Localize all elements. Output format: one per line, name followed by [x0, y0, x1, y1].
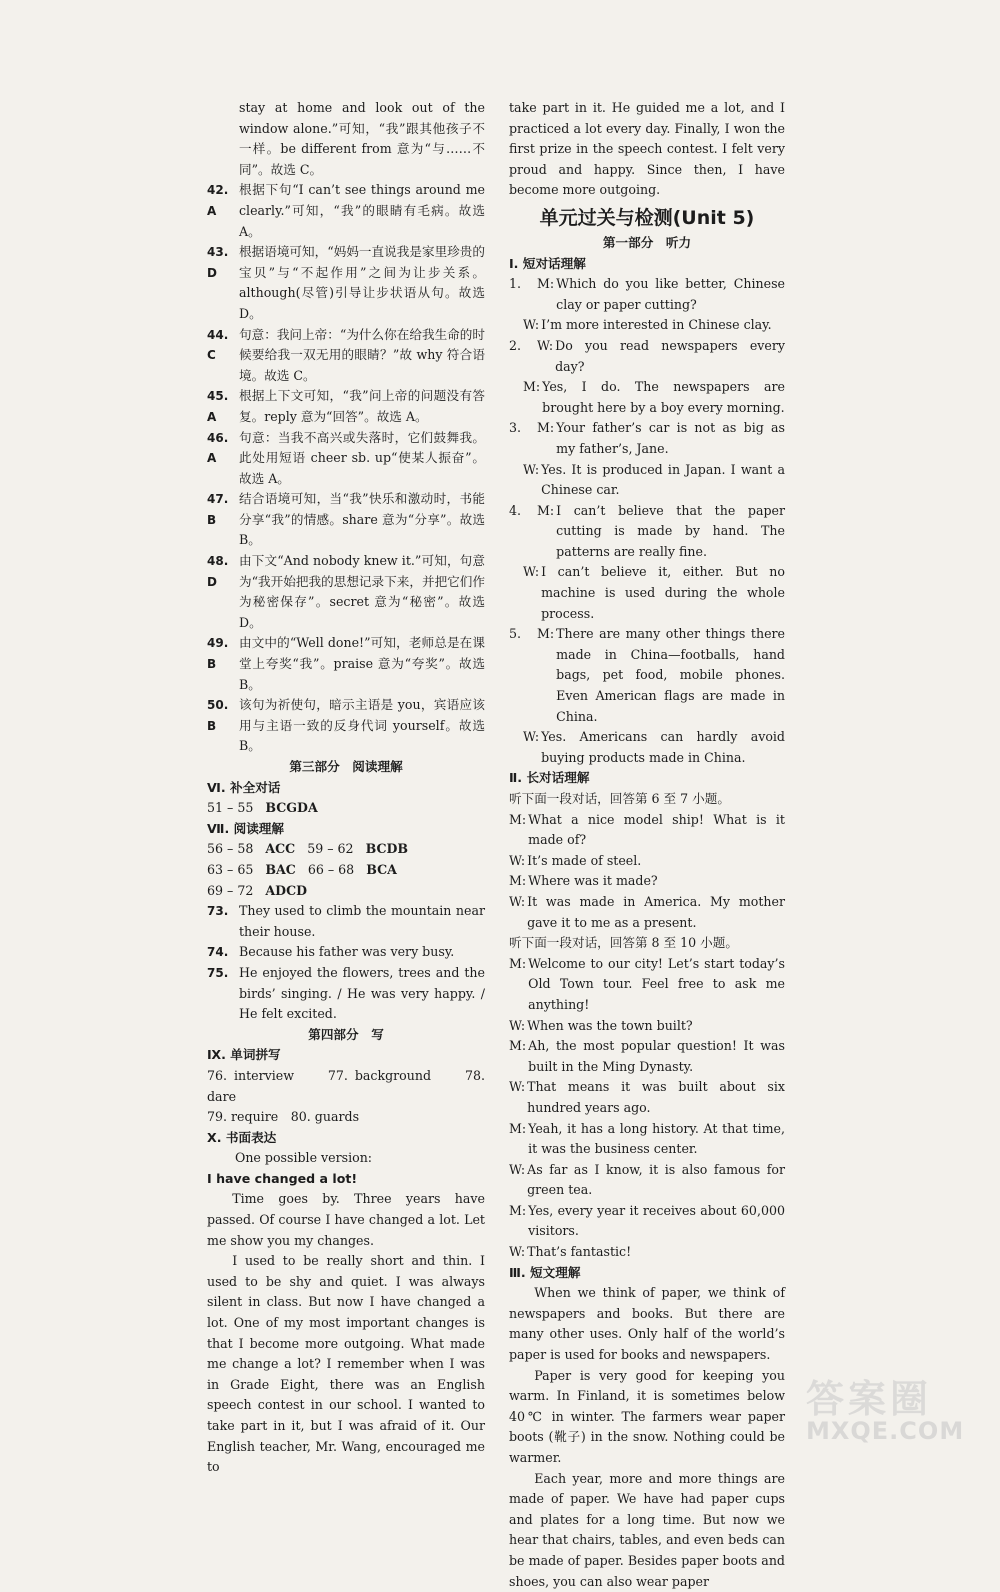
speaker: W: — [523, 564, 540, 580]
section-6-heading: Ⅵ. 补全对话 — [207, 779, 281, 795]
dialog-text: It was made in America. My mother gave it to me as a present. — [527, 893, 785, 930]
dialog-line — [509, 624, 785, 727]
dialog-text: Yeah, it has a long history. At that time, it was the business center. — [528, 1120, 785, 1157]
dialog-text: Yes. It is produced in Japan. I want a Chinese car. — [541, 461, 785, 498]
speaker: M: — [537, 420, 555, 436]
dialog-line — [509, 954, 785, 1016]
speaker: W: — [509, 1161, 526, 1177]
speaker: M: — [537, 276, 555, 292]
dialog-text: Yes, every year it receives about 60,000 visitors. — [528, 1202, 785, 1239]
item-explanation: 由文中的“Well done!”可知，老师总是在课堂上夸奖“我”。praise 意为“夸奖”。故选 B。 — [239, 635, 485, 692]
dialog-line — [509, 810, 785, 851]
dialog-line — [509, 1016, 785, 1037]
item-number: 75. — [207, 965, 229, 980]
essay-paragraph: Time goes by. Three years have passed. Of course I have changed a lot. Let me show you my changes. — [207, 1191, 485, 1248]
essay-intro: One possible version: — [235, 1150, 373, 1166]
item-explanation: 根据下句“I can’t see things around me clearly.”可知，“我”的眼睛有毛病。故选 A。 — [239, 182, 485, 239]
dialog-text: Your father’s car is not as big as my father’s, Jane. — [556, 420, 785, 456]
intro-paragraph: stay at home and look out of the window alone.”可知，“我”跟其他孩子不一样。be different from 意为“与……不同”。故选 C。 — [239, 100, 485, 177]
range-label: 56 – 58 — [207, 841, 254, 857]
answer-key: BCA — [366, 861, 397, 877]
item-number: 47. B — [207, 492, 229, 527]
passage-paragraph: Each year, more and more things are made of paper. We have had paper cups and plates for a long time. But now we hear that chairs, tables, and even beds can be made of paper. Besides paper boots and shoes, you can also wear paper — [509, 1470, 785, 1589]
item-number: 74. — [207, 945, 229, 960]
item-number: 50. B — [207, 698, 229, 733]
item-answer: They used to climb the mountain near their house. — [239, 903, 485, 939]
answer-key: BCDB — [365, 841, 409, 857]
word-spelling-line: 79. require 80. guards — [207, 1109, 360, 1125]
dialog-line — [509, 315, 785, 336]
essay-continuation: take part in it. He guided me a lot, and I practiced a lot every day. Finally, I won the first prize in the speech contest. I felt very proud and happy. Since then, I have become more outgoing. — [509, 100, 785, 198]
answer-item-46 — [207, 428, 485, 490]
item-explanation: 句意：当我不高兴或失落时，它们鼓舞我。此处用短语 cheer sb. up“使某人振奋”。故选 A。 — [239, 429, 485, 486]
section-7-heading: Ⅶ. 阅读理解 — [207, 820, 284, 836]
short-dialog-3 — [509, 418, 785, 500]
answer-key: ADCD — [265, 882, 308, 898]
watermark — [806, 1368, 976, 1448]
speaker: M: — [509, 1038, 527, 1054]
speaker: M: — [509, 873, 527, 889]
dialog-line — [509, 1119, 785, 1160]
answer-item-73 — [207, 901, 485, 942]
section-3-heading: Ⅲ. 短文理解 — [509, 1264, 581, 1280]
dialog-line — [509, 377, 785, 418]
short-dialog-5 — [509, 624, 785, 768]
item-explanation: 结合语境可知，当“我”快乐和激动时，书能分享“我”的情感。share 意为“分享”。故选 B。 — [239, 491, 485, 548]
item-answer: Because his father was very busy. — [239, 944, 455, 960]
dialog-line — [509, 727, 785, 768]
dialog-text: Welcome to our city! Let’s start today’s Old Town tour. Feel free to ask me anything! — [528, 955, 785, 1012]
long-dialog-2-intro: 听下面一段对话，回答第 8 至 10 小题。 — [509, 935, 738, 951]
answer-item-49 — [207, 633, 485, 695]
dialog-line — [509, 562, 785, 624]
dialog-line — [509, 892, 785, 933]
answer-item-48 — [207, 551, 485, 633]
answer-item-50 — [207, 695, 485, 757]
part4-title: 第四部分 写 — [308, 1026, 384, 1042]
answer-item-47 — [207, 489, 485, 551]
speaker: W: — [509, 1244, 526, 1260]
item-number: 46. A — [207, 430, 229, 466]
answer-item-42 — [207, 180, 485, 242]
item-number: 44. C — [207, 327, 229, 363]
part3-title: 第三部分 阅读理解 — [289, 759, 403, 774]
range-label: 51 – 55 — [207, 800, 254, 816]
dialog-text: Do you read newspapers every day? — [555, 337, 785, 374]
long-dialog-2 — [509, 954, 785, 1263]
watermark-logo: 答案圈 — [806, 1377, 933, 1421]
range-label: 66 – 68 — [307, 861, 355, 877]
dialog-number: 5. — [509, 626, 522, 642]
dialog-text: That’s fantastic! — [527, 1244, 632, 1260]
section-2-heading: Ⅱ. 长对话理解 — [509, 770, 590, 786]
section-1-heading: Ⅰ. 短对话理解 — [509, 255, 586, 271]
speaker: W: — [537, 337, 554, 353]
section-7-row — [207, 839, 485, 860]
short-dialog-1 — [509, 274, 785, 336]
section-7-row — [207, 881, 485, 902]
dialog-line — [509, 871, 785, 892]
item-number: 45. A — [207, 389, 229, 424]
dialog-line — [509, 336, 785, 377]
item-explanation: 该句为祈使句，暗示主语是 you，宾语应该用与主语一致的反身代词 yourself。故选 B。 — [239, 697, 485, 754]
speaker: M: — [509, 811, 527, 827]
item-number: 48. D — [207, 554, 229, 589]
answer-item-43 — [207, 242, 485, 324]
speaker: W: — [523, 317, 540, 333]
dialog-text: Where was it made? — [528, 873, 658, 889]
left-column — [207, 98, 485, 1478]
speaker: W: — [509, 893, 526, 909]
speaker: M: — [537, 502, 555, 518]
part1-title: 第一部分 听力 — [602, 234, 692, 250]
dialog-line — [509, 851, 785, 872]
item-answer: He enjoyed the flowers, trees and the birds’ singing. / He was very happy. / He felt excited. — [239, 964, 485, 1022]
watermark-url: MXQE.COM — [806, 1417, 965, 1445]
range-label: 63 – 65 — [207, 861, 254, 877]
speaker: M: — [523, 379, 541, 395]
speaker: W: — [523, 729, 540, 745]
dialog-text: When was the town built? — [527, 1017, 693, 1033]
dialog-line — [509, 1242, 785, 1263]
answer-item-44 — [207, 325, 485, 387]
dialog-number: 4. — [509, 502, 522, 518]
item-number: 42. A — [207, 183, 229, 218]
answer-key: ACC — [265, 841, 296, 857]
essay-title: I have changed a lot! — [207, 1170, 358, 1186]
short-dialog-2 — [509, 336, 785, 418]
section-7-row — [207, 860, 485, 881]
dialog-number: 3. — [509, 420, 522, 436]
passage — [509, 1283, 785, 1592]
dialog-text: That means it was built about six hundred years ago. — [527, 1079, 785, 1115]
range-label: 59 – 62 — [307, 841, 354, 857]
item-number: 73. — [207, 904, 229, 919]
section-10-heading: Ⅹ. 书面表达 — [207, 1129, 277, 1145]
speaker: M: — [509, 955, 527, 971]
dialog-line — [509, 1077, 785, 1118]
long-dialog-1-intro: 听下面一段对话，回答第 6 至 7 小题。 — [509, 791, 730, 806]
dialog-text: I can’t believe that the paper cutting is made by hand. The patterns are really fine. — [556, 502, 785, 559]
answer-key: BAC — [265, 861, 296, 877]
dialog-line — [509, 460, 785, 501]
section-9-heading: Ⅸ. 单词拼写 — [207, 1047, 281, 1063]
dialog-text: As far as I know, it is also famous for green tea. — [527, 1161, 785, 1198]
dialog-line — [509, 1160, 785, 1201]
dialog-text: Yes, I do. The newspapers are brought here by a boy every morning. — [542, 379, 785, 415]
answer-item-74 — [207, 942, 485, 963]
speaker: M: — [509, 1202, 527, 1218]
dialog-line — [509, 418, 785, 459]
answer-key: BCGDA — [265, 800, 318, 816]
long-dialog-1 — [509, 810, 785, 934]
passage-paragraph: When we think of paper, we think of newspapers and books. But there are many other uses. Only half of the world’s paper is used for books and newspapers. — [509, 1285, 785, 1363]
unit-title: 单元过关与检测(Unit 5) — [539, 206, 755, 229]
speaker: W: — [509, 852, 526, 868]
section-6-answers — [207, 798, 485, 819]
word-spelling-line: 76. interview 77. background 78. dare — [207, 1067, 485, 1104]
dialog-text: Which do you like better, Chinese clay or paper cutting? — [556, 276, 785, 312]
dialog-number: 2. — [509, 337, 522, 353]
dialog-line — [509, 1201, 785, 1242]
dialog-line — [509, 1036, 785, 1077]
right-column — [509, 98, 785, 1592]
dialog-text: There are many other things there made in China—footballs, hand bags, pet food, mobile phones. Even American flags are made in China. — [556, 626, 785, 724]
speaker: M: — [509, 1120, 527, 1136]
speaker: W: — [509, 1017, 526, 1033]
dialog-text: Yes. Americans can hardly avoid buying products made in China. — [541, 729, 785, 765]
dialog-text: I can’t believe it, either. But no machine is used during the whole process. — [541, 564, 785, 621]
speaker: W: — [509, 1079, 526, 1095]
speaker: W: — [523, 461, 540, 477]
essay — [207, 1148, 485, 1478]
dialog-text: I’m more interested in Chinese clay. — [541, 317, 772, 333]
item-explanation: 根据上下文可知，“我”问上帝的问题没有答复。reply 意为“回答”。故选 A。 — [239, 388, 485, 424]
dialog-line — [509, 274, 785, 315]
essay-paragraph: I used to be really short and thin. I used to be shy and quiet. I was always silent in class. But now I have changed a lot. One of my most important changes is that I become more outgoing. What made me change a lot? I remember when I was in Grade Eight, there was an English speech contest in our school. I wanted to take part in it, but I was afraid of it. Our English teacher, Mr. Wang, encouraged me to — [207, 1253, 485, 1475]
item-explanation: 由下文“And nobody knew it.”可知，句意为“我开始把我的思想记录下来，并把它们作为秘密保存”。secret 意为“秘密”。故选 D。 — [239, 553, 485, 630]
dialog-number: 1. — [509, 276, 522, 292]
answer-item-45 — [207, 386, 485, 427]
item-number: 43. D — [207, 245, 229, 280]
passage-paragraph: Paper is very good for keeping you warm. In Finland, it is sometimes below 40℃ in winter. The farmers wear paper boots (靴子) in the snow. Nothing could be warmer. — [509, 1367, 785, 1465]
item-explanation: 根据语境可知，“妈妈一直说我是家里珍贵的宝贝”与“不起作用”之间为让步关系。although(尽管)引导让步状语从句。故选 D。 — [239, 244, 485, 321]
speaker: M: — [537, 626, 555, 642]
short-dialog-4 — [509, 501, 785, 625]
dialog-text: Ah, the most popular question! It was built in the Ming Dynasty. — [528, 1038, 785, 1074]
item-number: 49. B — [207, 636, 229, 672]
dialog-line — [509, 501, 785, 563]
dialog-text: What a nice model ship! What is it made of? — [528, 811, 785, 848]
dialog-text: It’s made of steel. — [527, 852, 642, 868]
item-explanation: 句意：我问上帝：“为什么你在给我生命的时候要给我一双无用的眼睛？”故 why 符合语境。故选 C。 — [239, 326, 485, 383]
answer-item-75 — [207, 963, 485, 1025]
range-label: 69 – 72 — [207, 882, 254, 898]
